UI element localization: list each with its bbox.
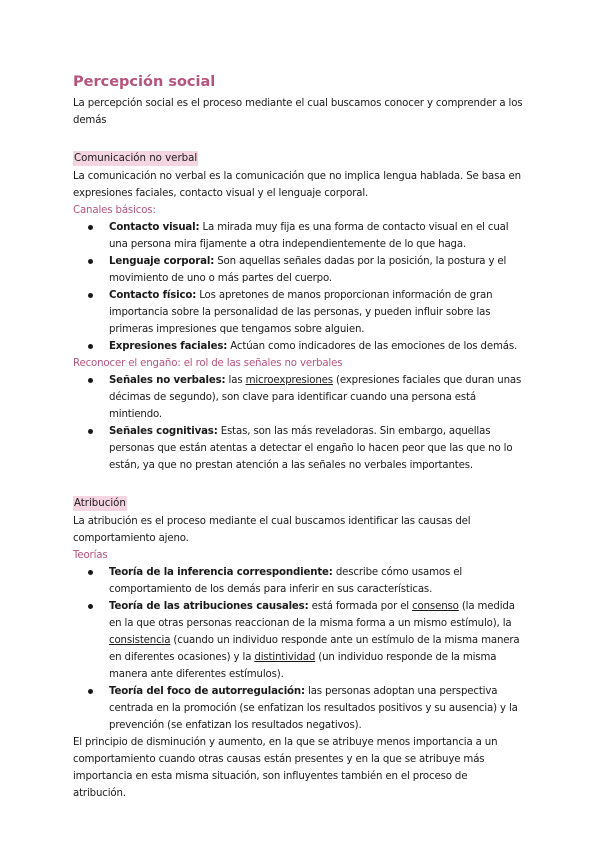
item-term: Contacto físico: xyxy=(109,290,197,301)
section-heading-atribucion: Atribución xyxy=(74,498,126,509)
bullet-icon xyxy=(88,344,93,349)
closing-paragraph: El principio de disminución y aumento, en la que se atribuye menos importancia a un comportamiento cuando otras causas están presentes y en la que se atribuye más importancia en esta misma situación, son influyentes también en el proceso de atribución. xyxy=(73,737,498,799)
list-item xyxy=(73,338,523,355)
underlined-term: consenso xyxy=(412,601,459,612)
section-heading-comunicacion: Comunicación no verbal xyxy=(74,153,198,164)
list-teorias xyxy=(73,564,523,734)
bullet-icon xyxy=(88,570,93,575)
item-text: Son aquellas señales dadas por la posición, la postura y el movimiento de uno o más partes del cuerpo. xyxy=(109,256,507,284)
item-term: Teoría del foco de autorregulación: xyxy=(109,686,305,697)
item-text: Actúan como indicadores de las emociones de los demás. xyxy=(227,341,518,352)
bullet-icon xyxy=(88,225,93,230)
item-text: La mirada muy fija es una forma de contacto visual en el cual una persona mira fijamente a otra independientemente de lo que haga. xyxy=(109,222,509,250)
list-item xyxy=(73,372,523,423)
item-text: las xyxy=(225,375,246,386)
section-text-atribucion: La atribución es el proceso mediante el cual buscamos identificar las causas del comportamiento ajeno. xyxy=(73,516,471,544)
list-item xyxy=(73,423,523,474)
list-item xyxy=(73,287,523,338)
page-title: Percepción social xyxy=(73,74,216,90)
list-item xyxy=(73,598,523,683)
bullet-icon xyxy=(88,293,93,298)
item-term: Contacto visual: xyxy=(109,222,200,233)
item-text: (la medida en la que otras personas reaccionan de la misma forma a un mismo estímulo), la xyxy=(109,601,515,629)
underlined-term: consistencia xyxy=(109,635,171,646)
list-item xyxy=(73,683,523,734)
document-page xyxy=(73,72,523,802)
item-term: Señales cognitivas: xyxy=(109,426,218,437)
underlined-term: distintividad xyxy=(254,652,316,663)
item-text: describe cómo usamos el comportamiento de los demás para inferir en sus características. xyxy=(109,567,463,595)
subheading-engano: Reconocer el engaño: el rol de las señales no verbales xyxy=(73,358,343,369)
bullet-icon xyxy=(88,429,93,434)
bullet-icon xyxy=(88,259,93,264)
list-engano xyxy=(73,372,523,474)
item-term: Expresiones faciales: xyxy=(109,341,228,352)
list-canales xyxy=(73,219,523,355)
item-term: Teoría de las atribuciones causales: xyxy=(109,601,309,612)
item-text: (cuando un individuo responde ante un estímulo de la misma manera en diferentes ocasiones) y la xyxy=(109,635,520,663)
item-text: Estas, son las más reveladoras. Sin embargo, aquellas personas que están atentas a detectar el engaño lo hacen peor que las que no lo están, ya que no prestan atención a las señales no verbales importantes. xyxy=(109,426,513,471)
list-item xyxy=(73,253,523,287)
section-text-comunicacion: La comunicación no verbal es la comunicación que no implica lengua hablada. Se basa en expresiones faciales, contacto visual y el lenguaje corporal. xyxy=(73,171,521,199)
list-item xyxy=(73,219,523,253)
subheading-canales: Canales básicos: xyxy=(73,205,156,216)
item-text: (expresiones faciales que duran unas décimas de segundo), son clave para identificar cuando una persona está mintiendo. xyxy=(109,375,522,420)
item-term: Lenguaje corporal: xyxy=(109,256,215,267)
subheading-teorias: Teorías xyxy=(73,550,108,561)
bullet-icon xyxy=(88,689,93,694)
item-term: Señales no verbales: xyxy=(109,375,226,386)
item-text: Los apretones de manos proporcionan información de gran importancia sobre la personalidad de las personas, y pueden influir sobre las primeras impresiones que tengamos sobre alguien. xyxy=(109,290,493,335)
item-text: (un individuo responde de la misma manera ante diferentes estímulos). xyxy=(109,652,497,680)
bullet-icon xyxy=(88,604,93,609)
list-item xyxy=(73,564,523,598)
bullet-icon xyxy=(88,378,93,383)
item-text: las personas adoptan una perspectiva centrada en la promoción (se enfatizan los resultados positivos y su ausencia) y la prevención (se enfatizan los resultados negativos). xyxy=(109,686,518,731)
item-term: Teoría de la inferencia correspondiente: xyxy=(109,567,333,578)
intro-paragraph: La percepción social es el proceso mediante el cual buscamos conocer y comprender a los demás xyxy=(73,98,523,126)
item-text: está formada por el xyxy=(308,601,413,612)
underlined-term: microexpresiones xyxy=(245,375,333,386)
